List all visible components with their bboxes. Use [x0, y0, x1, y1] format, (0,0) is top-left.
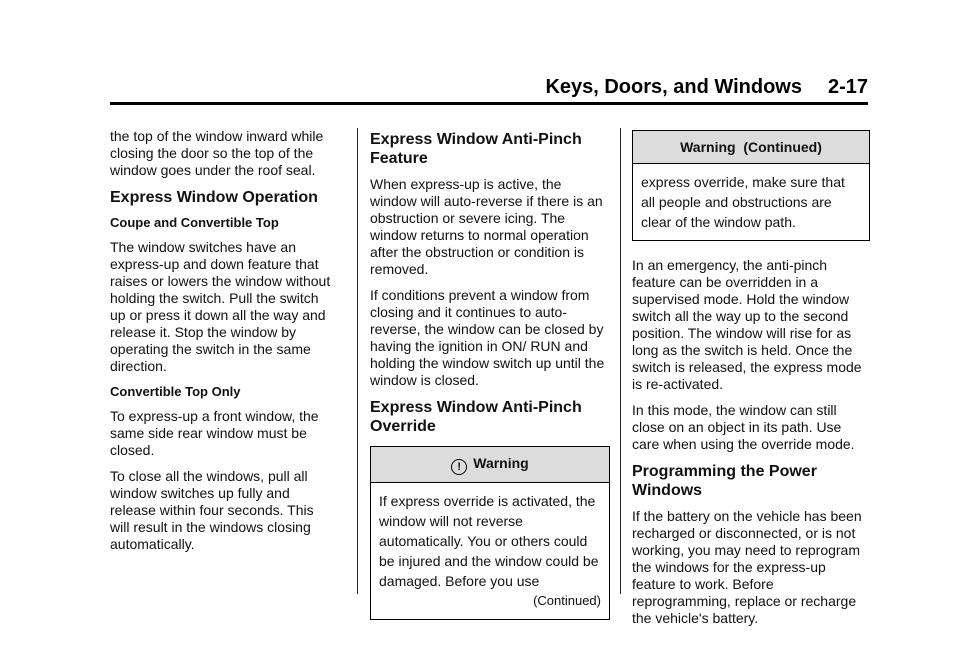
warning-body [371, 483, 609, 619]
paragraph: To close all the windows, pull all window switches up fully and release within four seconds. This will result in the windows closing automatically. [110, 468, 314, 552]
page-number: 2-17 [827, 76, 868, 98]
warning-box-continued [632, 130, 870, 241]
paragraph: To express-up a front window, the same side rear window must be closed. [110, 408, 319, 458]
paragraph: In this mode, the window can still close on an object in its path. Use care when using the override mode. [632, 402, 855, 452]
warning-circle-icon: ! [451, 459, 467, 475]
column-1 [110, 128, 335, 562]
warning-box [370, 446, 610, 620]
section-heading: Express Window Anti-Pinch Override [370, 399, 582, 435]
column-2 [370, 128, 610, 636]
continued-label: (Continued) [533, 593, 601, 608]
paragraph: If conditions prevent a window from closing and it continues to auto-reverse, the window can be closed by having the ignition in ON/ RUN and holding the window switch up until the window is closed. [370, 287, 605, 388]
section-heading: Express Window Operation [110, 189, 318, 206]
column-divider [620, 128, 621, 594]
warning-text: If express override is activated, the window will not reverse automatically. You or others could be injured and the window could be damaged. Before you use [379, 493, 599, 589]
page-header [110, 74, 868, 100]
intro-paragraph: the top of the window inward while closing the door so the top of the window goes under the roof seal. [110, 128, 324, 178]
section-heading: Express Window Anti-Pinch Feature [370, 131, 582, 167]
subheading: Coupe and Convertible Top [110, 215, 279, 230]
section-title: Keys, Doors, and Windows [545, 76, 802, 98]
warning-title: Warning [473, 455, 529, 471]
section-heading: Programming the Power Windows [632, 463, 817, 499]
warning-header: Warning (Continued) [633, 131, 869, 164]
warning-body [633, 164, 869, 240]
paragraph: The window switches have an express-up and down feature that raises or lowers the window without holding the switch. Pull the switch up or press it down all the way and release it. Stop the window by operating the switch in the same direction. [110, 239, 331, 374]
warning-header [371, 447, 609, 483]
paragraph: When express-up is active, the window will auto-reverse if there is an obstruction or severe icing. The window returns to normal operation after the obstruction or condition is removed. [370, 176, 603, 277]
paragraph: If the battery on the vehicle has been recharged or disconnected, or is not working, you may need to reprogram the windows for the express-up feature to work. Before reprogramming, replace or recharge the vehicle's battery. [632, 508, 862, 626]
column-3 [632, 128, 870, 636]
column-divider [357, 128, 358, 594]
paragraph: In an emergency, the anti-pinch feature can be overridden in a supervised mode. Hold the window switch all the way up to the second position. The window will rise for as long as the switch is held. Once the switch is released, the express mode is re-activated. [632, 257, 862, 392]
warning-text: express override, make sure that all people and obstructions are clear of the window path. [641, 174, 845, 230]
header-rule [110, 102, 868, 105]
subheading: Convertible Top Only [110, 384, 241, 399]
